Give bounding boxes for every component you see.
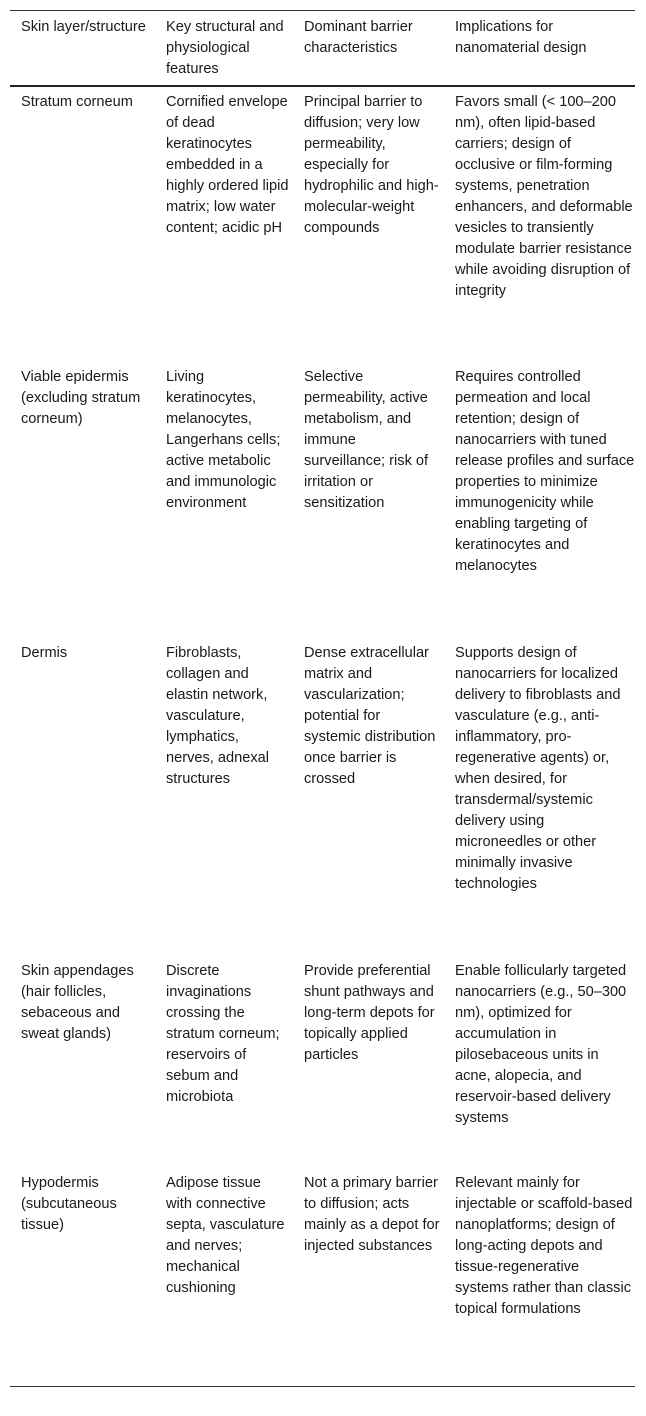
cell-features: Fibroblasts, collagen and elastin network, vasculature, lymphatics, nerves, adnexal structures	[166, 645, 270, 787]
header-cell-features: Key structural and physiological features	[166, 19, 284, 77]
cell-implications: Enable follicularly targeted nanocarriers (e.g., 50–300 nm), optimized for accumulation in pilosebaceous units in acne, alopecia, and reservoir-based delivery systems	[455, 963, 627, 1126]
table-row	[10, 956, 635, 1168]
cell-layer: Viable epidermis (excluding stratum corneum)	[21, 369, 141, 427]
header-cell-layer: Skin layer/structure	[21, 19, 146, 35]
cell-barrier: Not a primary barrier to diffusion; acts mainly as a depot for injected substances	[304, 1175, 440, 1254]
cell-features: Cornified envelope of dead keratinocytes embedded in a highly ordered lipid matrix; low water content; acidic pH	[166, 94, 289, 236]
skin-layers-table	[10, 10, 635, 1387]
header-row	[10, 11, 635, 87]
cell-layer: Skin appendages (hair follicles, sebaceous and sweat glands)	[21, 963, 134, 1042]
cell-barrier: Dense extracellular matrix and vascularization; potential for systemic distribution once barrier is crossed	[304, 645, 436, 787]
cell-barrier: Provide preferential shunt pathways and long-term depots for topically applied particles	[304, 963, 435, 1063]
table-row	[10, 86, 635, 362]
table-row	[10, 1168, 635, 1386]
cell-layer: Hypodermis (subcutaneous tissue)	[21, 1175, 117, 1233]
cell-barrier: Selective permeability, active metabolism, and immune surveillance; risk of irritation or sensitization	[304, 369, 429, 511]
cell-features: Living keratinocytes, melanocytes, Langerhans cells; active metabolic and immunologic environment	[166, 369, 281, 511]
table-row	[10, 638, 635, 956]
cell-layer: Stratum corneum	[21, 94, 133, 110]
cell-implications: Requires controlled permeation and local retention; design of nanocarriers with tuned release profiles and surface properties to minimize immunogenicity while enabling targeting of keratinocytes and melanocytes	[455, 369, 635, 574]
cell-barrier: Principal barrier to diffusion; very low permeability, especially for hydrophilic and high-molecular-weight compounds	[304, 94, 439, 236]
header-cell-implications: Implications for nanomaterial design	[455, 19, 587, 56]
cell-layer: Dermis	[21, 645, 68, 661]
cell-implications: Favors small (< 100–200 nm), often lipid-based carriers; design of occlusive or film-forming systems, penetration enhancers, and deformable vesicles to transiently modulate barrier resistance while avoiding disruption of integrity	[455, 94, 633, 299]
cell-features: Adipose tissue with connective septa, vasculature and nerves; mechanical cushioning	[166, 1175, 285, 1296]
header-cell-barrier: Dominant barrier characteristics	[304, 19, 413, 56]
cell-implications: Relevant mainly for injectable or scaffold-based nanoplatforms; design of long-acting depots and tissue-regenerative systems rather than classic topical formulations	[455, 1175, 633, 1317]
cell-features: Discrete invaginations crossing the stratum corneum; reservoirs of sebum and microbiota	[166, 963, 280, 1105]
table-row	[10, 362, 635, 638]
cell-implications: Supports design of nanocarriers for localized delivery to fibroblasts and vasculature (e.g., anti-inflammatory, pro-regenerative agents) or, when desired, for transdermal/systemic delivery using microneedles or other minimally invasive technologies	[455, 645, 621, 892]
